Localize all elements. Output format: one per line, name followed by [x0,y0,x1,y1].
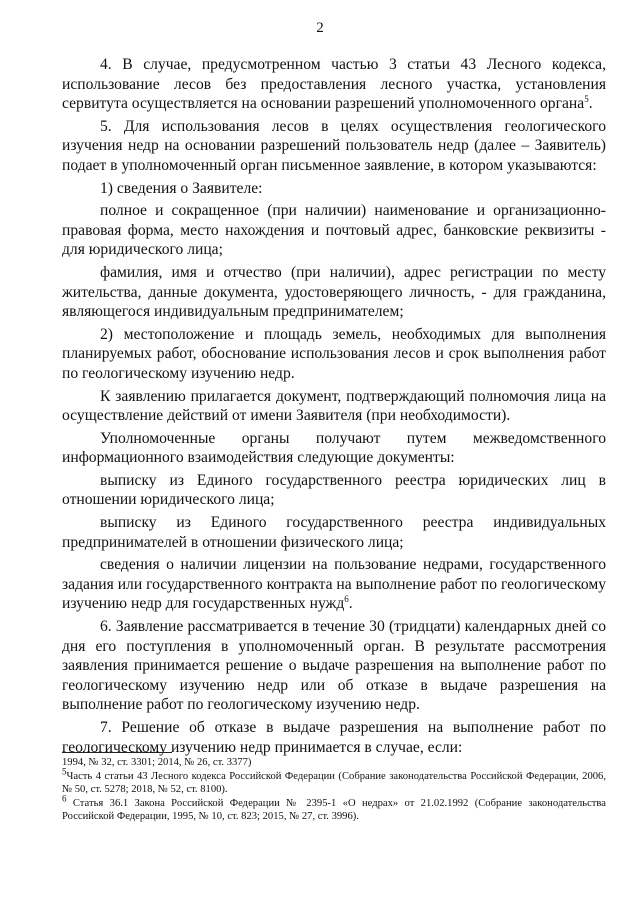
footnote-ref: 5 [584,94,589,104]
paragraph: 1) сведения о Заявителе: [100,179,263,197]
paragraph: 6. Заявление рассматривается в течение 30 (тридцати) календарных дней со дня его поступления в уполномоченный орган. В результате рассмотрения заявления принимается решение о выдаче разрешения на выполнение работ по геологическому изучению недр или об отказе в выдаче разрешения на выполнение работ по геологическому изучению недр. [62,618,606,714]
paragraph: сведения о наличии лицензии на пользование недрами, государственного задания или государственного контракта на выполнение работ по геологическому изучению недр для государственных нужд$^6$. [62,556,606,613]
page-number: 2 [316,20,324,36]
footnote-mark: 5 [62,766,67,777]
footnote: $^6$ Статья 36.1 Закона Российской Федерации № 2395-1 «О недрах» от 21.02.1992 (Собрание законодательства Российской Федерации, 1995, № 10, ст. 823; 2015, № 27, ст. 3996). [62,793,606,823]
footnotes [62,756,606,824]
paragraph: выписку из Единого государственного реестра индивидуальных предпринимателей в отношении физического лица; [62,514,606,551]
paragraph: полное и сокращенное (при наличии) наименование и организационно-правовая форма, место нахождения и почтовый адрес, банковские реквизиты - для юридического лица; [62,202,606,259]
paragraph: 7. Решение об отказе в выдаче разрешения на выполнение работ по геологическому изучению недр принимается в случае, если: [62,719,606,756]
footnote-ref: 6 [344,594,349,605]
paragraph: 5. Для использования лесов в целях осуществления геологического изучения недр на основании разрешений пользователь недр (далее – Заявитель) подает в уполномоченный орган письменное заявление, в котором указываются: [62,117,606,174]
footnote-mark: 6 [62,793,67,804]
footnote: $^5$Часть 4 статьи 43 Лесного кодекса Российской Федерации (Собрание законодательства Российской Федерации, 2006, № 50, ст. 5278; 2018, № 52, ст. 8100). [62,766,606,796]
paragraph: К заявлению прилагается документ, подтверждающий полномочия лица на осуществление действий от имени Заявителя (при необходимости). [62,387,606,425]
paragraph: 4. В случае, предусмотренном частью 3 статьи 43 Лесного кодекса, использование лесов без предоставления лесного участка, установления сервитута осуществляется на основании разрешений уполномоченного органа$^5$. [62,56,606,113]
paragraph: фамилия, имя и отчество (при наличии), адрес регистрации по месту жительства, данные документа, удостоверяющего личность, - для гражданина, являющегося индивидуальным предпринимателем; [62,263,606,321]
footnote-separator [62,752,172,753]
paragraph: 2) местоположение и площадь земель, необходимых для выполнения планируемых работ, обоснование использования лесов и срок выполнения работ по геологическому изучению недр. [62,325,606,382]
document-body [62,55,606,760]
paragraph: выписку из Единого государственного реестра юридических лиц в отношении юридического лица; [62,471,606,509]
footnote: 1994, № 32, ст. 3301; 2014, № 26, ст. 3377) [62,757,252,768]
paragraph: Уполномоченные органы получают путем межведомственного информационного взаимодействия следующие документы: [62,429,606,467]
